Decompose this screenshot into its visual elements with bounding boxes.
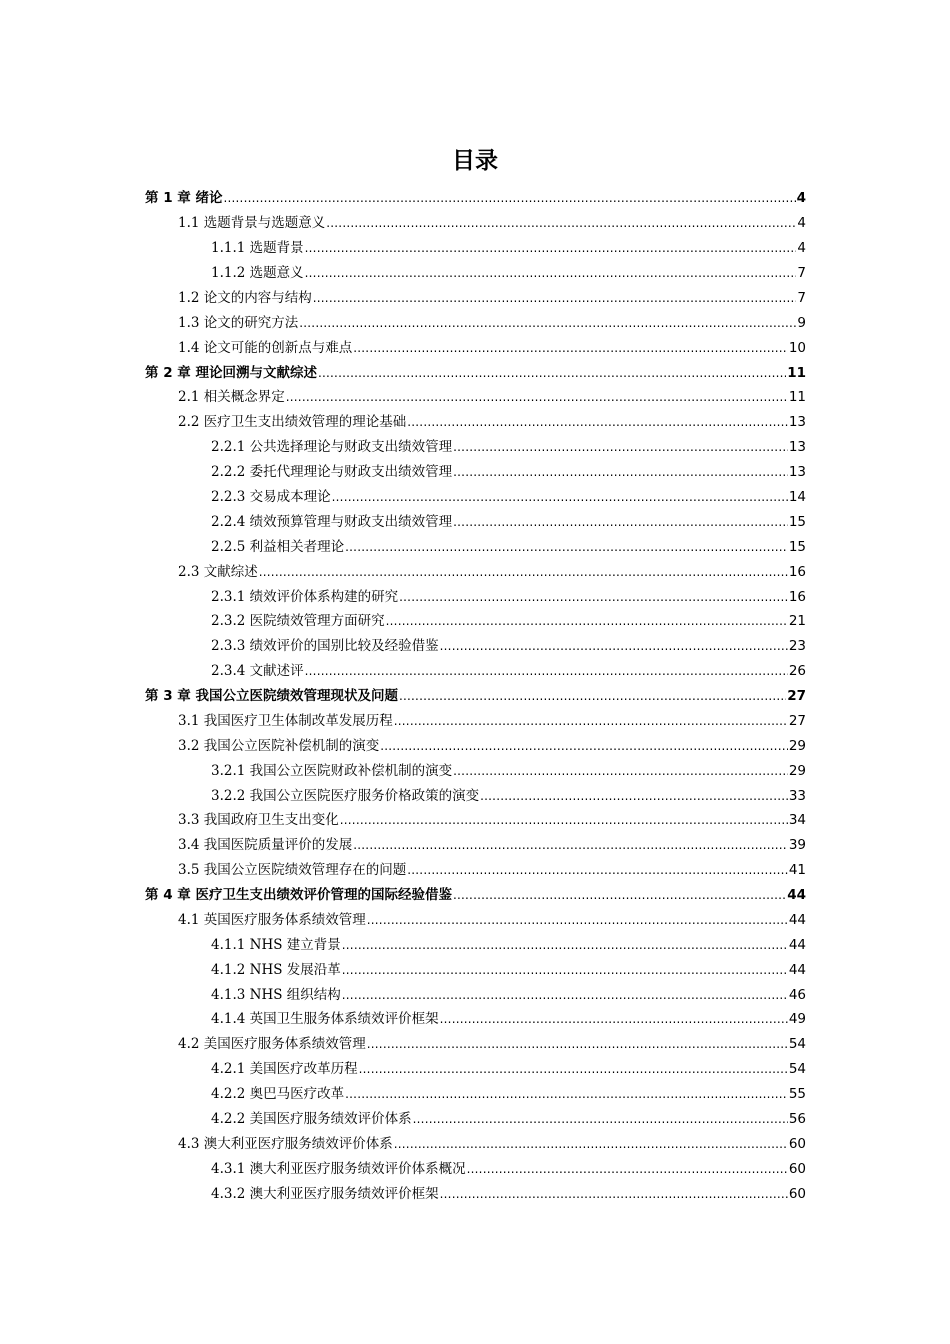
toc-entry-title: 2.2.5 利益相关者理论 [211, 538, 345, 555]
toc-dot-leader [332, 485, 788, 509]
toc-entry-title: 4.1 英国医疗服务体系绩效管理 [178, 911, 366, 928]
toc-entry-title: 4.3 澳大利亚医疗服务绩效评价体系 [178, 1135, 393, 1152]
toc-entry-title: 1.2 论文的内容与结构 [178, 289, 312, 306]
toc-dot-leader [399, 684, 786, 708]
toc-dot-leader [453, 460, 788, 484]
toc-page-number: 44 [788, 911, 806, 928]
toc-page-number: 49 [788, 1011, 806, 1028]
toc-entry-title: 2.2.3 交易成本理论 [211, 488, 331, 505]
toc-dot-leader [342, 983, 788, 1007]
toc-dot-leader [413, 1107, 788, 1131]
toc-dot-leader [380, 734, 788, 758]
toc-entry-title: 3.1 我国医疗卫生体制改革发展历程 [178, 712, 393, 729]
toc-page-number: 55 [788, 1086, 806, 1103]
toc-dot-leader [259, 560, 788, 584]
toc-page-number: 54 [788, 1036, 806, 1053]
toc-dot-leader [394, 709, 788, 733]
toc-page-number: 4 [797, 240, 806, 257]
toc-page-number: 14 [788, 488, 806, 505]
toc-subsection-entry[interactable] [211, 932, 806, 957]
toc-entry-title: 1.1 选题背景与选题意义 [178, 215, 326, 232]
toc-entry-title: 1.1.2 选题意义 [211, 265, 304, 282]
toc-section-entry[interactable] [178, 385, 806, 410]
toc-dot-leader [453, 435, 788, 459]
toc-page-number: 56 [788, 1110, 806, 1127]
toc-page-number: 21 [788, 613, 806, 630]
toc-section-entry[interactable] [178, 410, 806, 435]
toc-page-number: 10 [788, 339, 806, 356]
toc-entry-title: 3.2.2 我国公立医院医疗服务价格政策的演变 [211, 787, 480, 804]
toc-page-number: 54 [788, 1061, 806, 1078]
toc-subsection-entry[interactable] [211, 1007, 806, 1032]
toc-entry-title: 4.1.1 NHS 建立背景 [211, 936, 341, 953]
toc-entry-title: 1.4 论文可能的创新点与难点 [178, 339, 353, 356]
toc-dot-leader [453, 759, 788, 783]
toc-dot-leader [286, 385, 788, 409]
toc-dot-leader [353, 336, 788, 360]
toc-dot-leader [367, 1032, 788, 1056]
toc-page-number: 13 [788, 464, 806, 481]
toc-page-number: 23 [788, 638, 806, 655]
toc-page-number: 11 [788, 389, 806, 406]
toc-entry-title: 4.3.2 澳大利亚医疗服务绩效评价框架 [211, 1185, 439, 1202]
toc-page-number: 60 [788, 1185, 806, 1202]
toc-dot-leader [353, 833, 788, 857]
toc-dot-leader [305, 236, 797, 260]
toc-dot-leader [440, 1007, 788, 1031]
toc-page-number: 44 [788, 936, 806, 953]
toc-section-entry[interactable] [178, 858, 806, 883]
toc-section-entry[interactable] [178, 310, 806, 335]
toc-subsection-entry[interactable] [211, 584, 806, 609]
toc-entry-title: 2.2 医疗卫生支出绩效管理的理论基础 [178, 414, 407, 431]
toc-page-number: 13 [788, 439, 806, 456]
toc-page-number: 46 [788, 986, 806, 1003]
toc-section-entry[interactable] [178, 335, 806, 360]
toc-page-number: 60 [788, 1160, 806, 1177]
toc-entry-title: 1.3 论文的研究方法 [178, 314, 299, 331]
toc-dot-leader [305, 261, 797, 285]
toc-entry-title: 第 4 章 医疗卫生支出绩效评价管理的国际经验借鉴 [145, 887, 452, 904]
toc-subsection-entry[interactable] [211, 957, 806, 982]
toc-entry-title: 2.3.2 医院绩效管理方面研究 [211, 613, 385, 630]
toc-subsection-entry[interactable] [211, 460, 806, 485]
toc-dot-leader [305, 659, 788, 683]
toc-subsection-entry[interactable] [211, 435, 806, 460]
toc-subsection-entry[interactable] [211, 634, 806, 659]
toc-entry-title: 2.2.2 委托代理理论与财政支出绩效管理 [211, 464, 453, 481]
toc-subsection-entry[interactable] [211, 236, 806, 261]
toc-page-number: 11 [787, 364, 806, 381]
toc-entry-title: 2.1 相关概念界定 [178, 389, 285, 406]
toc-page-number: 9 [797, 314, 806, 331]
toc-entry-title: 第 1 章 绪论 [145, 190, 223, 207]
toc-entry-title: 4.1.2 NHS 发展沿革 [211, 961, 341, 978]
toc-page-number: 39 [788, 837, 806, 854]
toc-page-number: 60 [788, 1135, 806, 1152]
toc-section-entry[interactable] [178, 1131, 806, 1156]
toc-page-number: 44 [788, 961, 806, 978]
toc-page-number: 7 [797, 265, 806, 282]
toc-page-number: 29 [788, 737, 806, 754]
toc-section-entry[interactable] [178, 559, 806, 584]
toc-page-number: 29 [788, 762, 806, 779]
toc-dot-leader [342, 933, 788, 957]
toc-page-number: 15 [788, 513, 806, 530]
toc-subsection-entry[interactable] [211, 609, 806, 634]
toc-chapter-entry[interactable] [145, 186, 806, 211]
toc-dot-leader [467, 1157, 788, 1181]
toc-section-entry[interactable] [178, 708, 806, 733]
toc-dot-leader [345, 1082, 788, 1106]
toc-entry-title: 2.2.1 公共选择理论与财政支出绩效管理 [211, 439, 453, 456]
toc-dot-leader [394, 1132, 788, 1156]
toc-page-number: 27 [787, 688, 806, 705]
toc-dot-leader [440, 1182, 788, 1206]
toc-entry-title: 3.5 我国公立医院绩效管理存在的问题 [178, 862, 407, 879]
toc-dot-leader [326, 211, 796, 235]
toc-entry-title: 1.1.1 选题背景 [211, 240, 304, 257]
toc-entry-title: 第 3 章 我国公立医院绩效管理现状及问题 [145, 688, 398, 705]
toc-page-number: 27 [788, 712, 806, 729]
toc-chapter-entry[interactable] [145, 684, 806, 709]
toc-dot-leader [342, 958, 788, 982]
toc-entry-title: 2.3.1 绩效评价体系构建的研究 [211, 588, 399, 605]
toc-entry-title: 3.2.1 我国公立医院财政补偿机制的演变 [211, 762, 453, 779]
toc-entry-title: 4.1.3 NHS 组织结构 [211, 986, 341, 1003]
toc-subsection-entry[interactable] [211, 1156, 806, 1181]
toc-page-number: 34 [788, 812, 806, 829]
toc-page-number: 4 [796, 190, 806, 207]
toc-entry-title: 4.2.1 美国医疗改革历程 [211, 1061, 358, 1078]
toc-entry-title: 2.3.4 文献述评 [211, 663, 304, 680]
page-title: 目录 [452, 148, 498, 174]
toc-page-number: 13 [788, 414, 806, 431]
toc-dot-leader [313, 286, 797, 310]
toc-subsection-entry[interactable] [211, 1181, 806, 1206]
toc-subsection-entry[interactable] [211, 758, 806, 783]
toc-dot-leader [453, 883, 786, 907]
toc-section-entry[interactable] [178, 908, 806, 933]
toc-subsection-entry[interactable] [211, 1057, 806, 1082]
toc-entry-title: 4.2 美国医疗服务体系绩效管理 [178, 1036, 366, 1053]
toc-dot-leader [224, 186, 796, 210]
toc-dot-leader [407, 410, 788, 434]
toc-chapter-entry[interactable] [145, 883, 806, 908]
toc-page-number: 16 [788, 588, 806, 605]
toc-dot-leader [407, 858, 788, 882]
toc-page-number: 26 [788, 663, 806, 680]
toc-chapter-entry[interactable] [145, 360, 806, 385]
toc-subsection-entry[interactable] [211, 1107, 806, 1132]
toc-page-number: 33 [788, 787, 806, 804]
toc-subsection-entry[interactable] [211, 659, 806, 684]
toc-dot-leader [367, 908, 788, 932]
toc-entry-title: 3.2 我国公立医院补偿机制的演变 [178, 737, 380, 754]
toc-dot-leader [453, 510, 788, 534]
toc-section-entry[interactable] [178, 733, 806, 758]
toc-page-number: 4 [797, 215, 806, 232]
toc-entry-title: 3.3 我国政府卫生支出变化 [178, 812, 339, 829]
toc-subsection-entry[interactable] [211, 261, 806, 286]
toc-page-number: 44 [787, 887, 806, 904]
toc-dot-leader [345, 535, 788, 559]
toc-dot-leader [359, 1057, 788, 1081]
toc-dot-leader [299, 311, 796, 335]
toc-subsection-entry[interactable] [211, 509, 806, 534]
toc-entry-title: 2.3 文献综述 [178, 563, 258, 580]
toc-page-number: 41 [788, 862, 806, 879]
toc-entry-title: 2.2.4 绩效预算管理与财政支出绩效管理 [211, 513, 453, 530]
toc-dot-leader [340, 808, 788, 832]
toc-page-number: 16 [788, 563, 806, 580]
toc-entry-title: 4.1.4 英国卫生服务体系绩效评价框架 [211, 1011, 439, 1028]
toc-subsection-entry[interactable] [211, 783, 806, 808]
toc-section-entry[interactable] [178, 1032, 806, 1057]
toc-dot-leader [318, 361, 786, 385]
toc-entry-title: 4.2.2 美国医疗服务绩效评价体系 [211, 1110, 412, 1127]
toc-entry-title: 4.2.2 奥巴马医疗改革 [211, 1086, 345, 1103]
toc-subsection-entry[interactable] [211, 485, 806, 510]
toc-page-number: 15 [788, 538, 806, 555]
toc-dot-leader [386, 609, 788, 633]
toc-entry-title: 4.3.1 澳大利亚医疗服务绩效评价体系概况 [211, 1160, 466, 1177]
toc-section-entry[interactable] [178, 833, 806, 858]
toc-section-entry[interactable] [178, 211, 806, 236]
toc-entry-title: 第 2 章 理论回溯与文献综述 [145, 364, 317, 381]
toc-entry-title: 2.3.3 绩效评价的国别比较及经验借鉴 [211, 638, 439, 655]
toc-dot-leader [440, 634, 788, 658]
toc-dot-leader [480, 784, 788, 808]
toc-page-number: 7 [797, 289, 806, 306]
toc-section-entry[interactable] [178, 286, 806, 311]
toc-subsection-entry[interactable] [211, 534, 806, 559]
toc-dot-leader [399, 585, 788, 609]
toc-entry-title: 3.4 我国医院质量评价的发展 [178, 837, 353, 854]
toc-subsection-entry[interactable] [211, 1082, 806, 1107]
toc-subsection-entry[interactable] [211, 982, 806, 1007]
toc-section-entry[interactable] [178, 808, 806, 833]
